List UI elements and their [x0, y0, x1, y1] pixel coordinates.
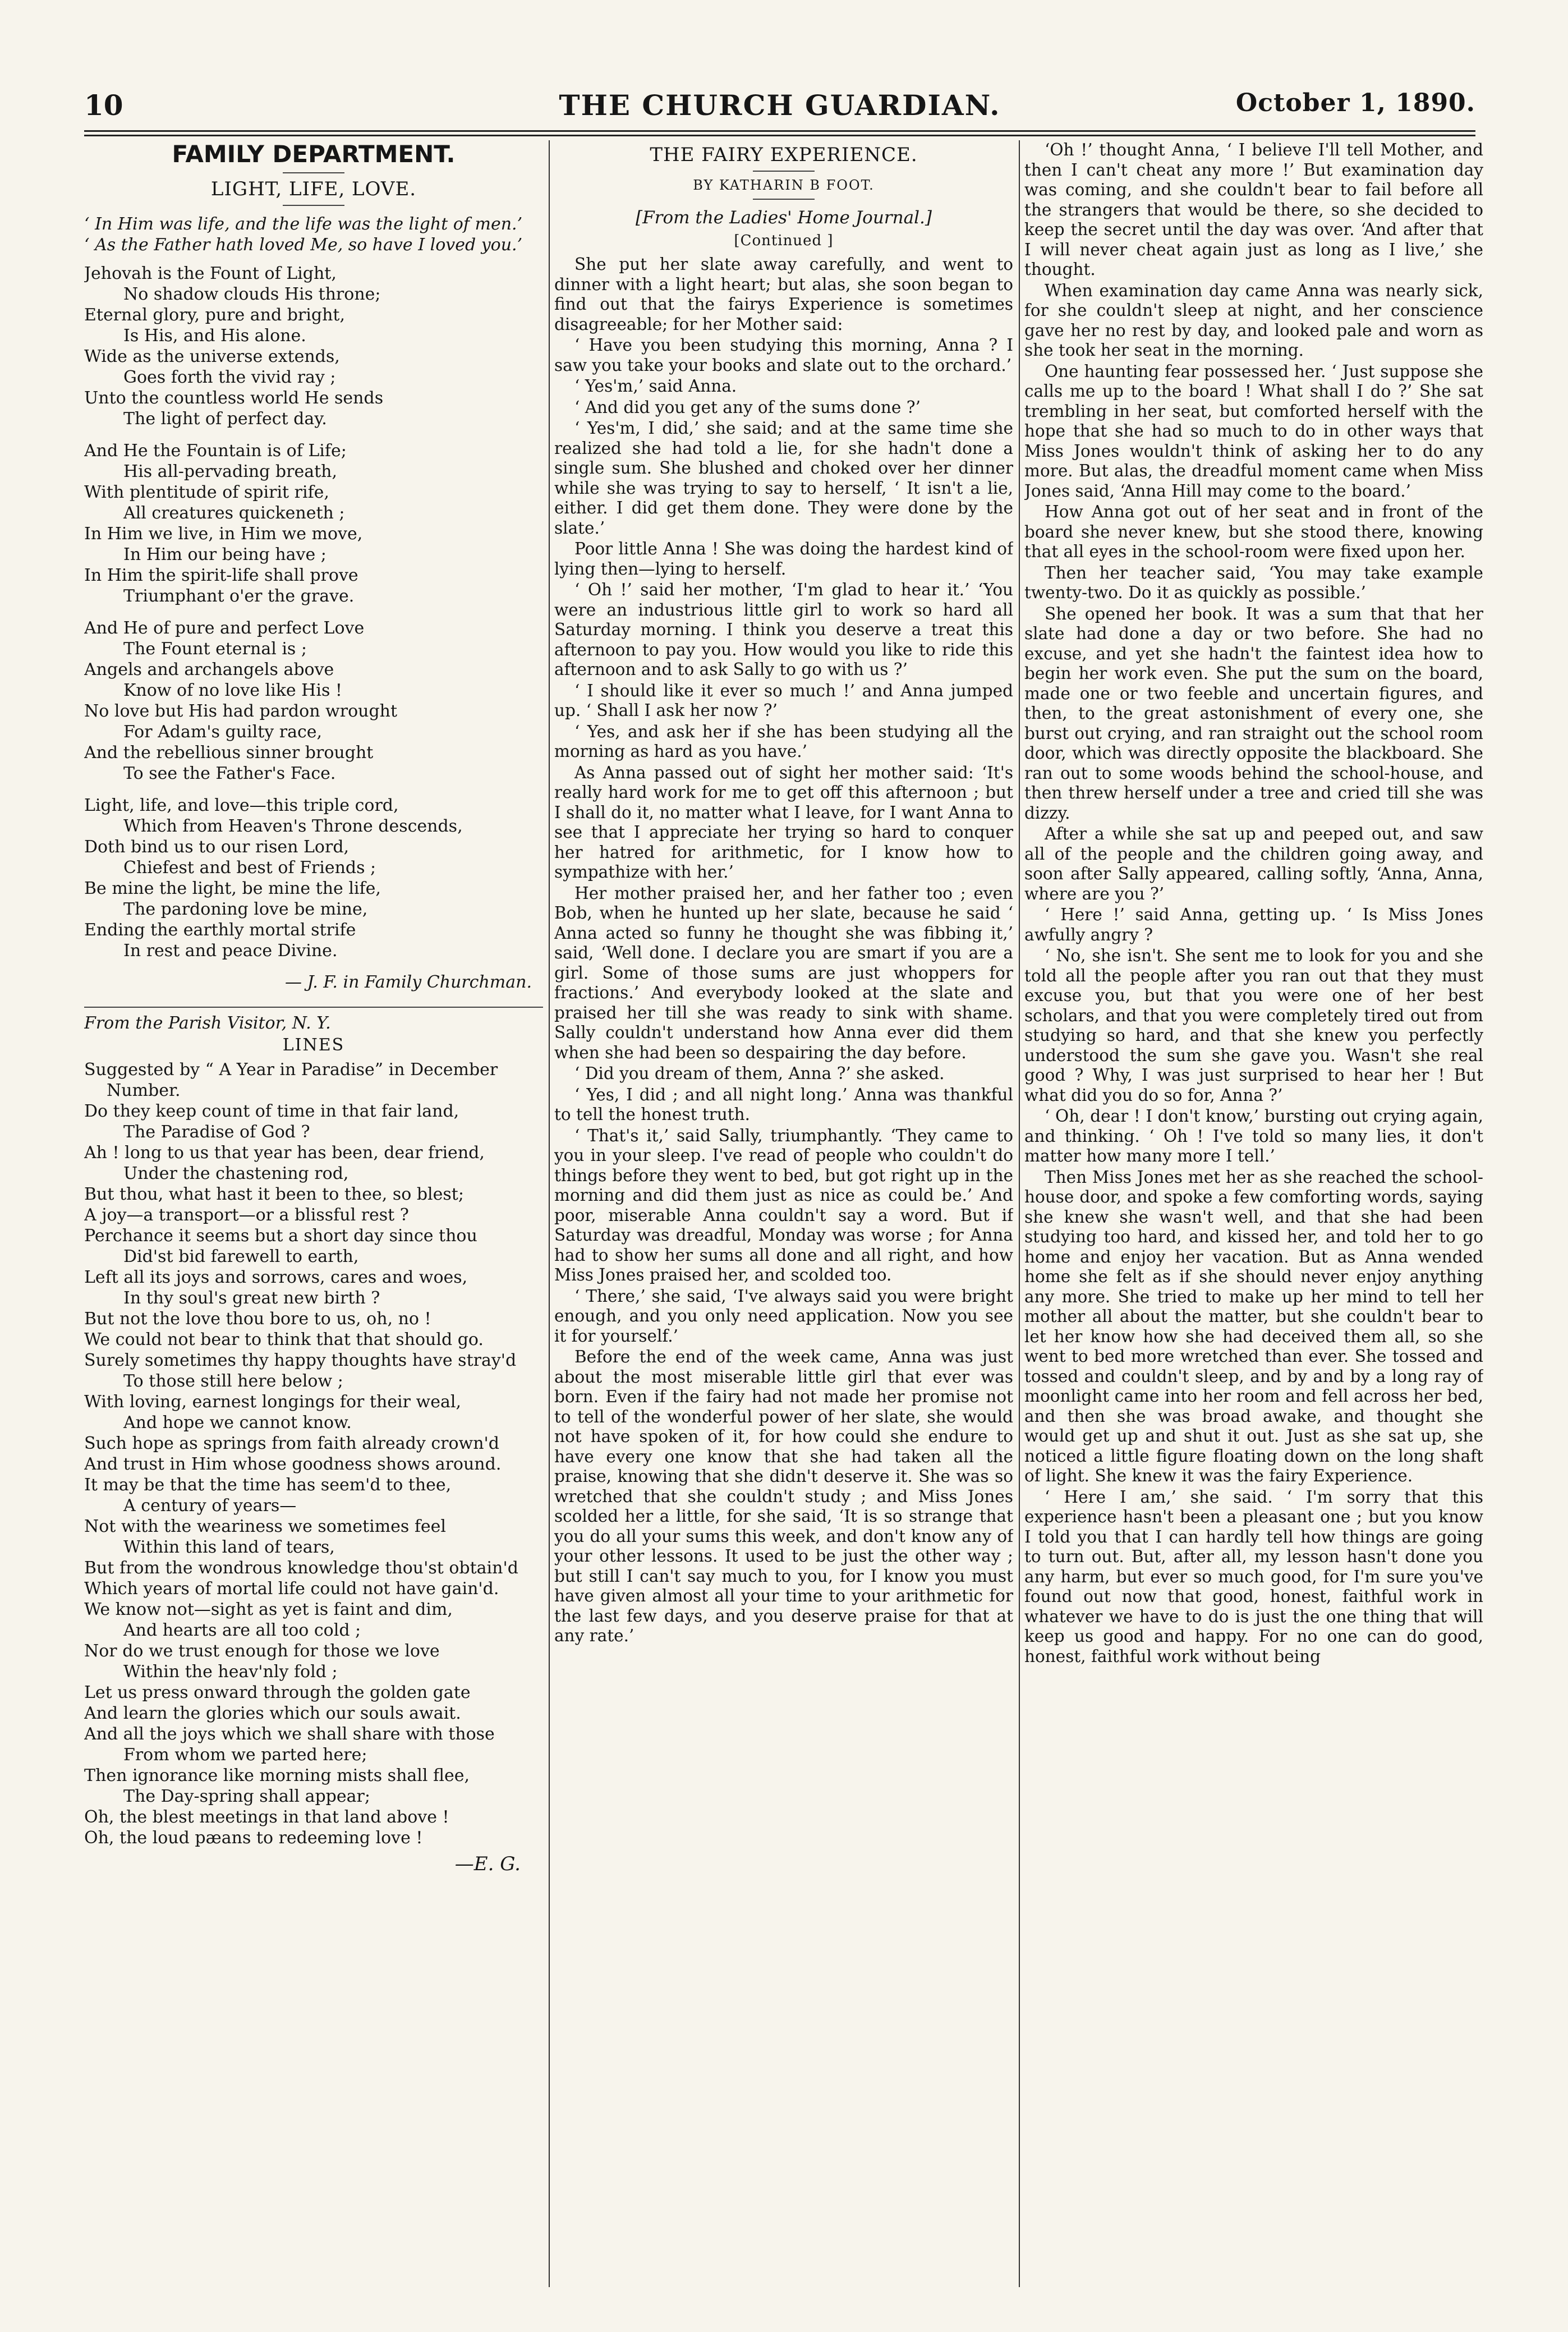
- poem-line: No love but His had pardon wrought: [84, 701, 398, 721]
- poem-line: And hearts are all too cold ;: [123, 1621, 361, 1640]
- paragraph: ‘ That's it,’ said Sally, triumphantly. ‘They came to you in your sleep. I've read of people who couldn't do things before they went to bed, but got right up in the morning and did them just as nice as could be.’ And poor, miserable Anna couldn't say a word. But if Saturday was dreadful, Monday was worse ; for Anna had to show her sums all done and all right, and how Miss Jones praised her, and scolded too.: [554, 1126, 1013, 1284]
- page-number: 10: [84, 89, 123, 122]
- poem-line: To those still here below ;: [123, 1371, 343, 1391]
- poem-line: His all-pervading breath,: [123, 462, 337, 481]
- paragraph: How Anna got out of her seat and in front of the board she never knew, but she stood there, knowing that all eyes in the school-room were fixed upon her.: [1024, 502, 1483, 561]
- poem-line: Under the chastening rod,: [123, 1164, 349, 1183]
- poem-line: And learn the glories which our souls await.: [84, 1704, 461, 1723]
- paragraph: ‘ No, she isn't. She sent me to look for you and she told all the people after you ran out that they must excuse you, but that you were one of her best scholars, and that you were completely tired out from studying so hard, and that she knew you perfectly understood the sum she gave you. Wasn't she real good ? Why, I was just surprised to hear her ! But what did you do so for, Anna ?’: [1024, 946, 1483, 1105]
- paragraph: ‘ Yes'm,’ said Anna.: [574, 377, 737, 396]
- paragraph: One haunting fear possessed her. ‘ Just suppose she calls me up to the board ! What shall I do ?’ She sat trembling in her seat, but comforted herself with the hope that she had so much to do in other ways that Miss Jones wouldn't think of asking her to do any more. But alas, the dreadful moment came when Miss Jones said, ‘Anna Hill may come to the board.’: [1024, 361, 1483, 501]
- poem-line: Triumphant o'er the grave.: [123, 586, 355, 606]
- poem-line: The Day-spring shall appear;: [123, 1787, 370, 1806]
- paragraph: Then Miss Jones met her as she reached the school-house door, and spoke a few comforting words, saying she knew she wasn't well, and that she had been studying too hard, and kissed her, and told her to go home and enjoy her vacation. But as Anna wended home she felt as if she should never enjoy anything any more. She tried to make up her mind to tell her mother all about the matter, but she couldn't bear to let her know how she had deceived them all, so she went to bed more wretched than ever. She tossed and tossed and couldn't sleep, and by and by a long ray of moonlight came into her room and fell across her bed, and then she was broad awake, and thought she would get up and shut it out. Just as she sat up, she noticed a little figure floating down on the long shaft of light. She knew it was the fairy Experience.: [1024, 1167, 1483, 1485]
- poem-line: Such hope as springs from faith already crown'd: [84, 1434, 500, 1453]
- paragraph: ‘ Oh, dear ! I don't know,’ bursting out crying again, and thinking. ‘ Oh ! I've told so many lies, it don't matter how many more I tell.’: [1024, 1107, 1483, 1165]
- column-1: [84, 140, 543, 2298]
- paragraph: ‘ There,’ she said, ‘I've always said you were bright enough, and you only need application. Now you see it for yourself.’: [554, 1286, 1013, 1346]
- poem-line: Within this land of tears,: [123, 1537, 335, 1557]
- paragraph: ‘ Have you been studying this morning, Anna ? I saw you take your books and slate out to the orchard.’: [554, 336, 1013, 375]
- poem-line: In Him the spirit-life shall prove: [84, 566, 358, 585]
- poem-signature: — J. F. in Family Churchman.: [284, 972, 532, 992]
- poem-line: And He the Fountain is of Life;: [84, 441, 347, 461]
- paragraph: ‘ Did you dream of them, Anna ?’ she asked.: [574, 1064, 945, 1083]
- poem-light-life-love: [84, 263, 543, 961]
- poem-line: And He of pure and perfect Love: [84, 618, 365, 638]
- poem-line: No shadow clouds His throne;: [123, 284, 381, 304]
- poem-line: Wide as the universe extends,: [84, 347, 340, 366]
- column-divider: [1019, 140, 1020, 2287]
- poem-line: The pardoning love be mine,: [123, 899, 368, 919]
- poem-line: The Paradise of God ?: [123, 1122, 310, 1142]
- continued-label: [Continued ]: [734, 232, 834, 249]
- story-title: THE FAIRY EXPERIENCE.: [650, 144, 918, 166]
- poem-line: Know of no love like His !: [123, 681, 342, 700]
- paragraph: ‘ Yes, I did ; and all night long.’ Anna was thankful to tell the honest truth.: [554, 1085, 1013, 1124]
- poem-line: Not with the weariness we sometimes feel: [84, 1517, 447, 1536]
- poem-line: Then ignorance like morning mists shall flee,: [84, 1766, 470, 1785]
- paragraph: ‘ Yes, and ask her if she has been studying all the morning as hard as you have.’: [554, 722, 1013, 761]
- column-3: [1024, 140, 1483, 2298]
- column-2: [554, 140, 1013, 2298]
- poem-line: Within the heav'nly fold ;: [123, 1662, 338, 1682]
- masthead-rule: [84, 130, 1475, 132]
- poem-line: All creatures quickeneth ;: [123, 503, 345, 523]
- stanza: [84, 795, 543, 961]
- poem-line: To see the Father's Face.: [123, 764, 336, 783]
- poem-line: A century of years—: [123, 1496, 297, 1516]
- poem-lines: [84, 1059, 543, 1848]
- poem-line: Left all its joys and sorrows, cares and woes,: [84, 1268, 468, 1287]
- paragraph: After a while she sat up and peeped out, and saw all of the people and the children going away, and soon after Sally appeared, calling softly, ‘Anna, Anna, where are you ?’: [1024, 824, 1483, 903]
- story-source: [From the Ladies' Home Journal.]: [636, 208, 932, 228]
- poem-title: LIGHT, LIFE, LOVE.: [210, 178, 417, 200]
- department-heading: FAMILY DEPARTMENT.: [172, 140, 456, 168]
- poem-line: Surely sometimes thy happy thoughts have stray'd: [84, 1351, 517, 1370]
- story-body-continued: [1024, 140, 1483, 1667]
- short-rule: [753, 171, 815, 172]
- epigraph-line: ‘ As the Father hath loved Me, so have I loved you.’: [84, 235, 523, 255]
- poem-line: In Him we live, in Him we move,: [84, 524, 363, 544]
- masthead: [84, 84, 1475, 129]
- poem-title: LINES: [282, 1035, 345, 1055]
- poem-line: And all the joys which we shall share with those: [84, 1724, 495, 1744]
- poem-line: Be mine the light, be mine the life,: [84, 879, 381, 898]
- paragraph: ‘ Yes'm, I did,’ she said; and at the same time she realized she had told a lie, for she hadn't done a single sum. She blushed and choked over her dinner while she was trying to say to herself, ‘ It isn't a lie, either. I did get them done. They were done by the slate.’: [554, 419, 1013, 538]
- epigraph: [84, 214, 543, 255]
- paragraph: As Anna passed out of sight her mother said: ‘It's really hard work for me to get off this afternoon ; but I shall do it, no matter what I leave, for I want Anna to see that I appreciate her trying so hard to conquer her hatred for arithmetic, for I know how to sympathize with her.’: [554, 763, 1013, 882]
- issue-date: October 1, 1890.: [1235, 89, 1475, 117]
- poem-line: Chiefest and best of Friends ;: [123, 858, 376, 878]
- poem-line: Which from Heaven's Throne descends,: [123, 816, 463, 836]
- poem-line: Which years of mortal life could not have gain'd.: [84, 1579, 499, 1599]
- story-body: [554, 255, 1013, 1646]
- poem-line: Do they keep count of time in that fair land,: [84, 1101, 459, 1121]
- paragraph: ‘Oh !’ thought Anna, ‘ I believe I'll tell Mother, and then I can't cheat any more !’ But examination day was coming, and she couldn't bear to fail before all the strangers that would be there, so she decided to keep the secret until the day was over. ‘And after that I will never cheat again just as long as I live,’ she thought.: [1024, 140, 1483, 279]
- poem-line: Ending the earthly mortal strife: [84, 920, 356, 940]
- paragraph: Poor little Anna ! She was doing the hardest kind of lying then—lying to herself.: [554, 539, 1013, 579]
- paragraph: ‘ Here I am,’ she said. ‘ I'm sorry that this experience hasn't been a pleasant one ; but you know I told you that I can hardly tell how things are going to turn out. But, after all, my lesson hasn't done you any harm, but ever so much good, for I'm sure you've found out now that good, honest, faithful work in whatever we have to do is just the one thing that will keep us good and happy. For no one can do good, honest, faithful work without being: [1024, 1487, 1483, 1666]
- poem-line: In Him our being have ;: [123, 545, 327, 564]
- poem-line: Nor do we trust enough for those we love: [84, 1641, 440, 1661]
- poem-line: Unto the countless world He sends: [84, 388, 384, 408]
- paragraph: ‘ And did you get any of the sums done ?’: [574, 397, 921, 417]
- poem-line: Doth bind us to our risen Lord,: [84, 837, 350, 857]
- publication-title: THE CHURCH GUARDIAN.: [559, 89, 1001, 122]
- poem-line: Ah ! long to us that year has been, dear friend,: [84, 1143, 485, 1163]
- paragraph: ‘ I should like it ever so much !’ and Anna jumped up. ‘ Shall I ask her now ?’: [554, 681, 1013, 720]
- poem-line: And hope we cannot know.: [123, 1413, 352, 1433]
- paragraph: ‘ Here !’ said Anna, getting up. ‘ Is Miss Jones awfully angry ?: [1024, 905, 1483, 944]
- poem-line: Suggested by “ A Year in Paradise” in December Number.: [84, 1060, 498, 1100]
- paragraph: She opened her book. It was a sum that that her slate had done a day or two before. She had no excuse, and yet she hadn't the faintest idea how to begin her work even. She put the sum on the board, made one or two feeble and uncertain figures, and then, to the great astonishment of every one, she burst out crying, and ran straight out the school room door, which was directly opposite the blackboard. She ran out to some woods behind the school-house, and then threw herself under a tree and cried till she was dizzy.: [1024, 604, 1483, 823]
- short-rule: [283, 172, 344, 173]
- epigraph-line: ‘ In Him was life, and the life was the light of men.’: [84, 214, 523, 234]
- short-rule: [753, 199, 815, 200]
- paragraph: When examination day came Anna was nearly sick, for she couldn't sleep at night, and her conscience gave her no rest by day, and looked pale and worn as she took her seat in the morning.: [1024, 281, 1483, 360]
- poem-line: For Adam's guilty race,: [123, 722, 323, 742]
- column-divider: [549, 140, 550, 2287]
- poem-line: Is His, and His alone.: [123, 326, 306, 346]
- poem-signature: —E. G.: [454, 1853, 521, 1875]
- poem-line: With plentitude of spirit rife,: [84, 483, 329, 502]
- poem-line: Goes forth the vivid ray ;: [123, 368, 336, 387]
- poem-line: In thy soul's great new birth ?: [123, 1288, 380, 1308]
- poem-line: The Fount eternal is ;: [123, 639, 307, 659]
- poem-line: Light, life, and love—this triple cord,: [84, 796, 399, 815]
- poem-line: Jehovah is the Fount of Light,: [84, 264, 337, 283]
- source-line: From the Parish Visitor, N. Y.: [84, 1007, 543, 1033]
- poem-line: In rest and peace Divine.: [123, 941, 338, 961]
- poem-line: It may be that the time has seem'd to thee,: [84, 1475, 452, 1495]
- poem-line: From whom we parted here;: [123, 1745, 367, 1765]
- poem-line: Eternal glory, pure and bright,: [84, 305, 345, 325]
- poem-line: Let us press onward through the golden gate: [84, 1683, 471, 1702]
- stanza: [84, 440, 543, 607]
- poem-line: Did'st bid farewell to earth,: [123, 1247, 359, 1266]
- poem-line: But from the wondrous knowledge thou'st obtain'd: [84, 1558, 518, 1578]
- stanza: [84, 618, 543, 784]
- masthead-rule-thin: [84, 135, 1475, 136]
- poem-line: And the rebellious sinner brought: [84, 743, 374, 763]
- short-rule: [283, 205, 344, 206]
- poem-line: A joy—a transport—or a blissful rest ?: [84, 1205, 409, 1225]
- poem-line: But thou, what hast it been to thee, so blest;: [84, 1185, 464, 1204]
- paragraph: Before the end of the week came, Anna was just about the most miserable little girl that ever was born. Even if the fairy had not made her promise not to tell of the wonderful power of her slate, she would not have spoken of it, for how could she endure to have every one know that she had taken all the praise, knowing that she didn't deserve it. She was so wretched that she couldn't study ; and Miss Jones scolded her a little, for she said, ‘It is so strange that you do all your sums this week, and don't know any of your other lessons. It used to be just the other way ; but still I can't say much to you, for I know you must have given almost all your time to your arithmetic for the last few days, and you deserve praise for that at any rate.’: [554, 1347, 1013, 1645]
- poem-line: The light of perfect day.: [123, 409, 327, 429]
- poem-line: We could not bear to think that that should go.: [84, 1330, 484, 1349]
- poem-line: We know not—sight as yet is faint and dim,: [84, 1600, 453, 1619]
- paragraph: Her mother praised her, and her father too ; even Bob, when he hunted up her slate, because he said ‘ Anna acted so funny he thought she was fibbing it,’ said, ‘Well done. I declare you are smart if you are a girl. Some of those sums are just whoppers for fractions.’ And everybody looked at the slate and praised her till she was ready to sink with shame. Sally couldn't understand how Anna ever did them when she had been so despairing the day before.: [554, 883, 1013, 1062]
- poem-line: Oh, the blest meetings in that land above !: [84, 1807, 449, 1827]
- paragraph: She put her slate away carefully, and went to dinner with a light heart; but alas, she soon began to find out that the fairys Experience is sometimes disagreeable; for her Mother said:: [554, 255, 1013, 334]
- poem-line: Angels and archangels above: [84, 660, 334, 680]
- byline: BY KATHARIN B FOOT.: [693, 177, 875, 193]
- poem-line: With loving, earnest longings for their weal,: [84, 1392, 461, 1412]
- poem-line: Perchance it seems but a short day since thou: [84, 1226, 477, 1246]
- paragraph: ‘ Oh !’ said her mother, ‘I'm glad to hear it.’ ‘You were an industrious little girl to work so hard all Saturday morning. I think you deserve a treat this afternoon to pay you. How would you like to ride this afternoon and to ask Sally to go with us ?’: [554, 580, 1013, 679]
- stanza: [84, 263, 543, 429]
- poem-line: But not the love thou bore to us, oh, no !: [84, 1309, 431, 1329]
- poem-line: And trust in Him whose goodness shows around.: [84, 1454, 502, 1474]
- paragraph: Then her teacher said, ‘You may take example twenty-two. Do it as quickly as possible.’: [1024, 563, 1483, 602]
- poem-line: Oh, the loud pæans to redeeming love !: [84, 1828, 423, 1848]
